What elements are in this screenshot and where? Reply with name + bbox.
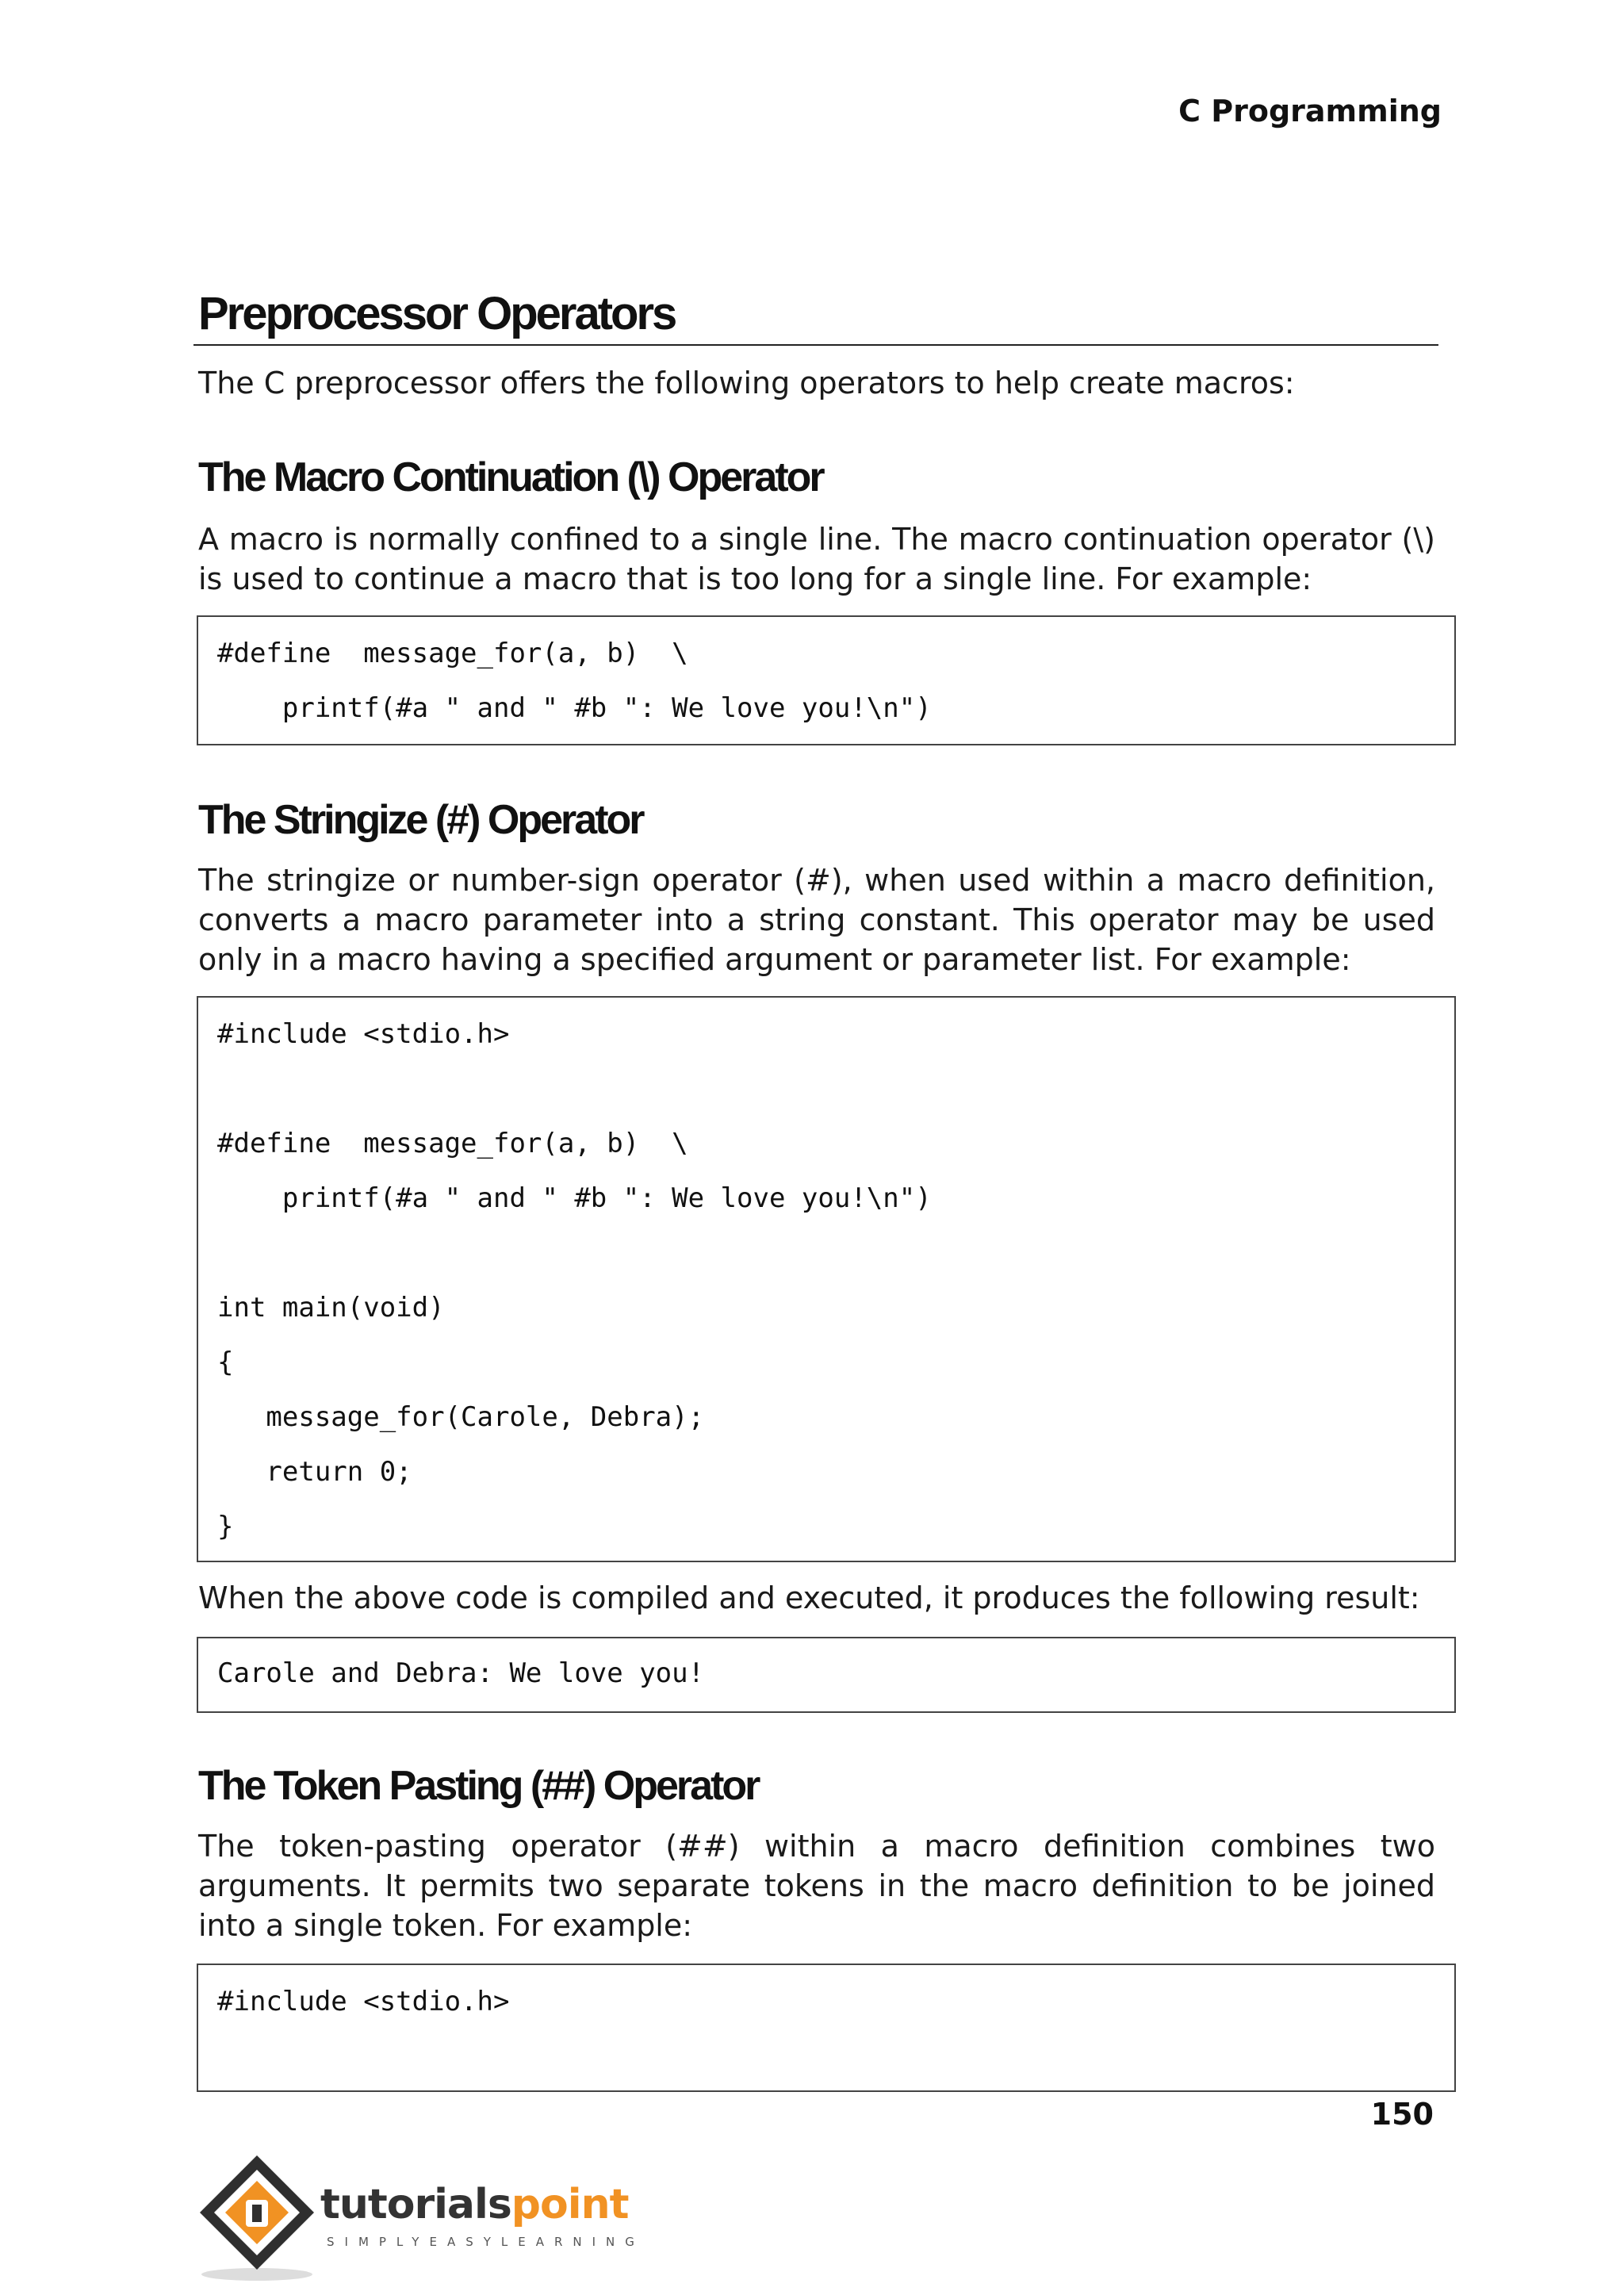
code-line: } xyxy=(217,1511,234,1542)
code-line xyxy=(217,1062,1435,1117)
code-line: #include <stdio.h> xyxy=(217,1986,510,2017)
output-line: Carole and Debra: We love you! xyxy=(217,1657,705,1689)
logo-word-2: point xyxy=(511,2181,629,2228)
section-title-stringize: The Stringize (#) Operator xyxy=(198,797,643,843)
logo-diamond-icon xyxy=(193,2149,328,2284)
section-title-token-pasting: The Token Pasting (##) Operator xyxy=(198,1763,759,1809)
output-block xyxy=(197,1637,1456,1713)
logo-tagline: SIMPLYEASYLEARNING xyxy=(327,2235,645,2249)
page-number: 150 xyxy=(1370,2097,1434,2132)
logo-word-1: tutorials xyxy=(320,2181,511,2228)
running-header: C Programming xyxy=(1178,94,1442,128)
result-intro-paragraph: When the above code is compiled and executed, it produces the following result: xyxy=(198,1580,1420,1615)
code-line: { xyxy=(217,1347,234,1378)
token-pasting-paragraph: The token-pasting operator (##) within a macro definition combines two arguments. It permits two separate tokens in the macro definition to be joined into a single token. For example: xyxy=(198,1829,1435,1943)
tutorialspoint-logo xyxy=(193,2149,645,2284)
logo-wordmark xyxy=(320,2181,628,2228)
code-block-token-pasting xyxy=(197,1964,1456,2092)
title-divider xyxy=(193,344,1438,346)
code-line: #define message_for(a, b) \ xyxy=(217,1128,688,1159)
code-line: #include <stdio.h> xyxy=(217,1018,510,1050)
continuation-paragraph: A macro is normally confined to a single line. The macro continuation operator (\) is used to continue a macro that is too long for a single line. For example: xyxy=(198,522,1435,596)
intro-paragraph: The C preprocessor offers the following operators to help create macros: xyxy=(198,366,1295,400)
stringize-paragraph: The stringize or number-sign operator (#), when used within a macro definition, converts a macro parameter into a string constant. This operator may be used only in a macro having a specified argument or parameter list. For example: xyxy=(198,863,1435,977)
code-line: return 0; xyxy=(217,1456,412,1488)
code-line: int main(void) xyxy=(217,1292,445,1324)
code-block-continuation xyxy=(197,615,1456,745)
code-line xyxy=(217,1226,1435,1281)
code-line: #define message_for(a, b) \ xyxy=(217,638,688,669)
code-line: printf(#a " and " #b ": We love you!\n") xyxy=(217,692,932,724)
page-title: Preprocessor Operators xyxy=(198,288,676,339)
code-line: printf(#a " and " #b ": We love you!\n") xyxy=(217,1182,932,1214)
code-line: message_for(Carole, Debra); xyxy=(217,1401,705,1433)
code-block-stringize xyxy=(197,996,1456,1562)
section-title-continuation: The Macro Continuation (\) Operator xyxy=(198,454,823,500)
